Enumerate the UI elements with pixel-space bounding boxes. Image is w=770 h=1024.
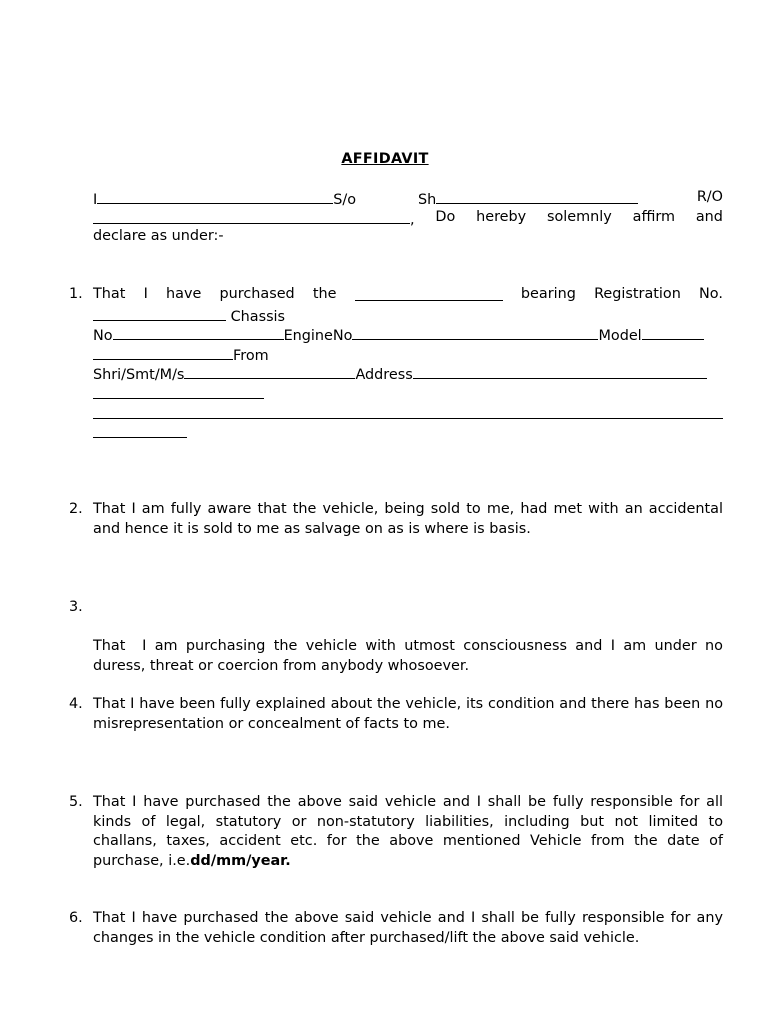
seller-address-blank-2[interactable] <box>93 383 264 399</box>
item-1-line-7 <box>93 403 723 423</box>
item-1-line-1 <box>93 285 723 305</box>
item-3-number: 3. <box>69 599 83 615</box>
item-1-shri: Shri/Smt/M/s <box>93 367 185 384</box>
item-4-number: 4. <box>69 696 83 712</box>
item-2-text: That I am fully aware that the vehicle, being sold to me, had met with an accidental and hence it is sold to me as salvage on as is where is basis. <box>93 501 723 537</box>
intro-and: and <box>695 208 723 225</box>
item-1-line-4 <box>93 344 723 364</box>
item-1-purchased: purchased <box>219 286 295 302</box>
model-blank[interactable] <box>642 324 704 340</box>
item-1-chassis: Chassis <box>230 308 286 325</box>
name-blank[interactable] <box>97 188 333 204</box>
chassis-blank[interactable] <box>113 324 284 340</box>
item-1-line-8 <box>93 422 723 442</box>
intro-i: I <box>93 192 98 208</box>
item-5 <box>93 793 723 871</box>
item-1-have: have <box>166 286 202 302</box>
vehicle-blank[interactable] <box>355 285 503 301</box>
seller-name-blank[interactable] <box>184 363 355 379</box>
seller-address-blank-3[interactable] <box>93 403 723 419</box>
item-1-model: Model <box>598 328 642 345</box>
item-1-line-3 <box>93 324 723 344</box>
item-1-that: That <box>93 286 126 302</box>
intro-comma: , <box>410 211 415 228</box>
item-4 <box>93 695 723 734</box>
intro-hereby: hereby <box>476 208 527 225</box>
item-4-text: That I have been fully explained about the vehicle, its condition and there has been no misrepresentation or concealment of facts to me. <box>93 696 723 732</box>
intro-sh: Sh <box>418 192 437 208</box>
registration-blank[interactable] <box>93 305 226 321</box>
intro-line-3: declare as under:- <box>93 228 224 245</box>
item-1-line-6 <box>93 383 723 403</box>
item-5-body: That I have purchased the above said vehicle and I shall be fully responsible for all kinds of legal, statutory or non-statutory liabilities, including but not limited to challans, taxes, accident etc. for the above mentioned Vehicle from the date of purchase, i.e. <box>93 794 723 869</box>
item-1-registration: Registration <box>594 286 681 302</box>
item-1-line-2 <box>93 305 723 325</box>
intro-solemnly: solemnly <box>547 208 612 225</box>
intro-paragraph <box>93 188 723 247</box>
item-1-no: No. <box>699 286 723 302</box>
item-6-text: That I have purchased the above said vehicle and I shall be fully responsible for any changes in the vehicle condition after purchased/lift the above said vehicle. <box>93 910 723 946</box>
item-1 <box>93 285 723 442</box>
purchase-date: dd/mm/year. <box>190 852 291 869</box>
intro-ro: R/O <box>696 189 723 205</box>
item-2-number: 2. <box>69 501 83 517</box>
intro-line-1 <box>93 188 723 208</box>
address-blank[interactable] <box>93 208 410 224</box>
item-1-from: From <box>233 347 269 364</box>
item-3-text: That I am purchasing the vehicle with utmost consciousness and I am under no duress, threat or coercion from anybody whosoever. <box>93 638 728 674</box>
item-1-number: 1. <box>69 286 83 302</box>
intro-do: Do <box>435 208 456 225</box>
item-5-number: 5. <box>69 794 83 810</box>
intro-affirm: affirm <box>632 208 676 225</box>
item-1-i: I <box>143 286 148 302</box>
intro-so: S/o <box>333 192 357 208</box>
item-6-number: 6. <box>69 910 83 926</box>
seller-address-blank-4[interactable] <box>93 422 187 438</box>
item-1-engine-no: EngineNo <box>283 328 353 345</box>
intro-line-2 <box>93 208 723 228</box>
model-blank-2[interactable] <box>93 344 233 360</box>
item-1-the: the <box>312 286 337 302</box>
item-1-bearing: bearing <box>520 286 576 302</box>
item-1-line-5 <box>93 363 723 383</box>
item-1-address: Address <box>355 367 413 384</box>
seller-address-blank[interactable] <box>413 363 707 379</box>
engine-blank[interactable] <box>352 324 598 340</box>
father-name-blank[interactable] <box>436 188 638 204</box>
item-2 <box>93 500 723 539</box>
item-1-chassis-no: No <box>93 328 113 345</box>
document-title: AFFIDAVIT <box>341 151 429 167</box>
item-6 <box>93 909 723 948</box>
item-5-text <box>93 793 723 871</box>
